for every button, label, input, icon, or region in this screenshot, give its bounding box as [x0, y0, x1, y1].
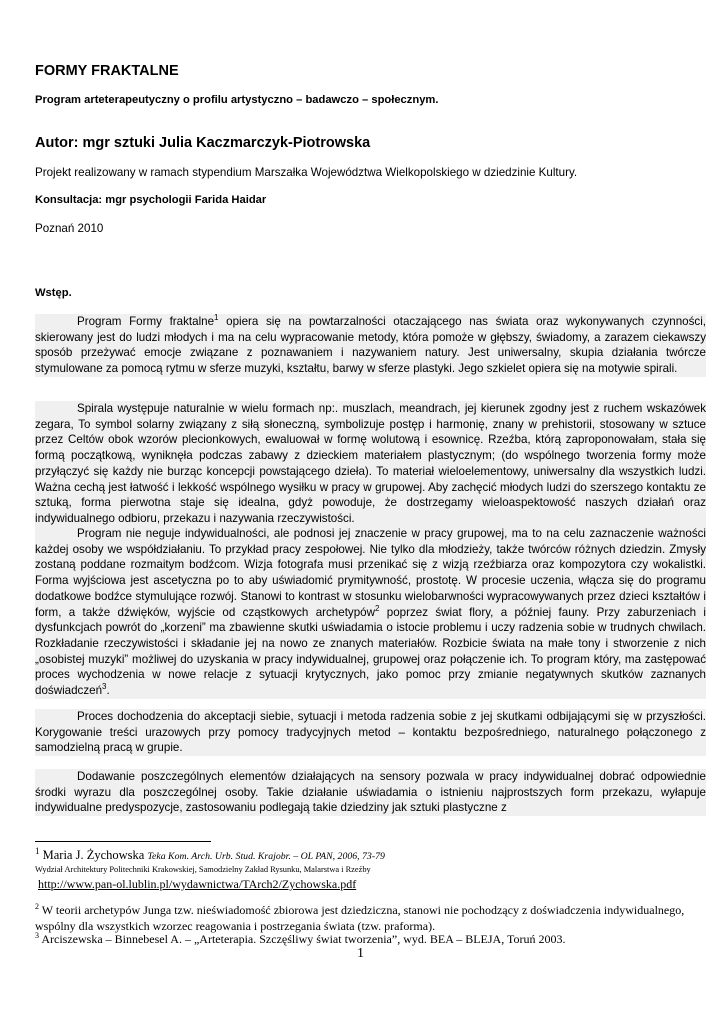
footnote-2-number: 2: [35, 902, 39, 911]
paragraph-5: [35, 769, 706, 816]
paragraph-1-text-b: opiera się na powtarzalności otaczającego nas świata oraz wykonywanych czynności, skierowany jest do ludzi młodych i ma na celu wypracowanie metody, która pomoże w głębszy, świadomy, a zarazem ciekawszy sposób przeżywać emocje związane z poznawaniem i nazywaniem natury. Jest uniwersalny, skupia działania twórcze stymulowane za pomocą rytmu w sferze muzyki, kształtu, barwy w sferze plastyki. Jego szkielet opiera się na motywie spirali.: [35, 315, 706, 376]
paragraph-4-text: Proces dochodzenia do akceptacji siebie, sytuacji i metoda radzenia sobie z jej skutkami odbijającymi się w przyszłości. Korygowanie treści urazowych przy pomocy tradycyjnych metod – kontaktu bezpośredniego, naturalnego połączonego z samodzielną pracą w grupie.: [35, 710, 706, 755]
footnote-ref-3: 3: [102, 682, 107, 692]
footnote-1-link[interactable]: http://www.pan-ol.lublin.pl/wydawnictwa/TArch2/Zychowska.pdf: [38, 877, 357, 891]
paragraph-4: [35, 709, 706, 756]
footnote-ref-2: 2: [375, 603, 380, 613]
project-note: Projekt realizowany w ramach stypendium Marszałka Województwa Wielkopolskiego w dziedzinie Kultury.: [35, 166, 578, 179]
paragraph-3-text-c: .: [106, 684, 110, 698]
footnote-2: [35, 903, 695, 934]
paragraph-3-text-a: Program nie neguje indywidualności, ale podnosi jej znaczenie w pracy grupowej, ma to na celu zaznaczenie ważności każdej osoby we współdziałaniu. To przykład pracy zespołowej. Nie tylko dla młodzieży, także twórców różnych dziedzin. Zmysły zostaną poddane rozmaitym bodźcom. Wizja fotografa musi przenikać się z wizją rzeźbiarza oraz kompozytora czy wokalistki. Forma wyjściowa jest ascetyczna po to aby uświadomić prymitywność, prostotę. W procesie uczenia, włącza się do programu dodatkowe bodźce stymulujące rozwój. Stanowi to kontrast w stosunku wielobarwności wypracowywanych przez dzieci kształtów i form, a także dźwięków, wyjście od cząstkowych archetypów: [35, 527, 706, 619]
footnote-3-number: 3: [35, 931, 39, 940]
footnote-3: [35, 932, 695, 947]
footnote-3-text: Arciszewska – Binnebesel A. – „Arteterapia. Szczęśliwy świat tworzenia”, wyd. BEA – BLEJA, Toruń 2003.: [39, 932, 566, 946]
paragraph-1-text-a: Program Formy fraktalne: [77, 315, 215, 328]
footnote-1-institution: Wydział Architektury Politechniki Krakowskiej, Samodzielny Zakład Rysunku, Malarstwa i Rzeźby: [35, 865, 371, 874]
consultation-line: Konsultacja: mgr psychologii Farida Haidar: [35, 194, 267, 206]
place-date: Poznań 2010: [35, 222, 104, 235]
footnote-1-citation: Teka Kom. Arch. Urb. Stud. Krajobr. – OL PAN, 2006, 73-79: [147, 851, 385, 862]
footnote-1-author: Maria J. Żychowska: [39, 848, 148, 862]
section-heading: Wstęp.: [35, 287, 72, 299]
footnote-ref-1: 1: [214, 313, 219, 323]
paragraph-5-text: Dodawanie poszczególnych elementów działających na sensory pozwala w pracy indywidualnej dobrać odpowiednie środki wyrazu dla poszczególnej osoby. Takie działanie uświadamia o istnieniu najprostszych form przekazu, wyłapuje indywidualne predyspozycje, zastosowaniu podlegają takie dziedziny jak sztuki plastyczne z: [35, 770, 706, 815]
footnote-1-number: 1: [35, 845, 40, 856]
footnote-2-text: W teorii archetypów Junga tzw. nieświadomość zbiorowa jest dziedziczna, stanowi nie pochodzący z doświadczenia indywidualnego, wspólny dla wszystkich wzorzec reagowania i postrzegania świata (tzw. praforma).: [35, 903, 685, 933]
paragraph-3: [35, 526, 706, 699]
paragraph-2: [35, 401, 706, 527]
page-number: 1: [357, 946, 364, 961]
footnote-1: [35, 846, 715, 864]
paragraph-3-text-b: poprzez świat flory, a później fauny. Przy zaburzeniach i dysfunkcjach powrót do „korzeni” ma zbawienne skutki uświadamia o istocie problemu i uczy radzenia sobie w trudnych chwilach. Rozkładanie rzeczywistości i składanie jej na nowo ze znanych materiałów. Rozbicie świata na małe tony i stworzenie z nich „osobistej muzyki” możliwej do uzyskania w pracy indywidualnej, grupowej oraz połączenie ich. To program który, ma zastępować proces wychodzenia w nowe relacje z sytuacji krytycznych, jako pomoc przy zmianie negatywnych skutków zaznanych doświadczeń: [35, 605, 706, 698]
document-title: FORMY FRAKTALNE: [35, 63, 179, 79]
footnote-separator: [35, 841, 211, 842]
paragraph-1: [35, 314, 706, 377]
paragraph-2-text: Spirala występuje naturalnie w wielu formach np:. muszlach, meandrach, jej kierunek zgodny jest z ruchem wskazówek zegara, To symbol solarny związany z siłą słoneczną, symbolizuje postęp i harmonię, znany w prehistorii, stosowany w sztuce przez Celtów obok wzorów plecionkowych, ewaluował w formę wolutową i esownicę. Rzeźba, którą zaproponowałam, stała się formą początkową, wyniknęła podczas zabawy z dzieckiem materiałem plastycznym; (do wspólnego tworzenia formy może przyłączyć się każdy nie burząc koncepcji powstającego dzieła). To materiał wieloelementowy, uniwersalny dla wszystkich ludzi. Ważna cechą jest łatwość i lekkość wspólnego wysiłku w pracy w grupowej. Aby zachęcić młodych ludzi do szerszego kontaktu ze sztuką, forma pierwotna staje się idealna, gdyż powoduje, że dostrzegamy wieloaspektowość naszych działań oraz indywidualnego odbioru, przekazu i nazywania rzeczywistości.: [35, 402, 706, 525]
document-subtitle: Program arteterapeutyczny o profilu artystyczno – badawczo – społecznym.: [35, 94, 439, 106]
author-line: Autor: mgr sztuki Julia Kaczmarczyk-Piotrowska: [35, 135, 371, 151]
